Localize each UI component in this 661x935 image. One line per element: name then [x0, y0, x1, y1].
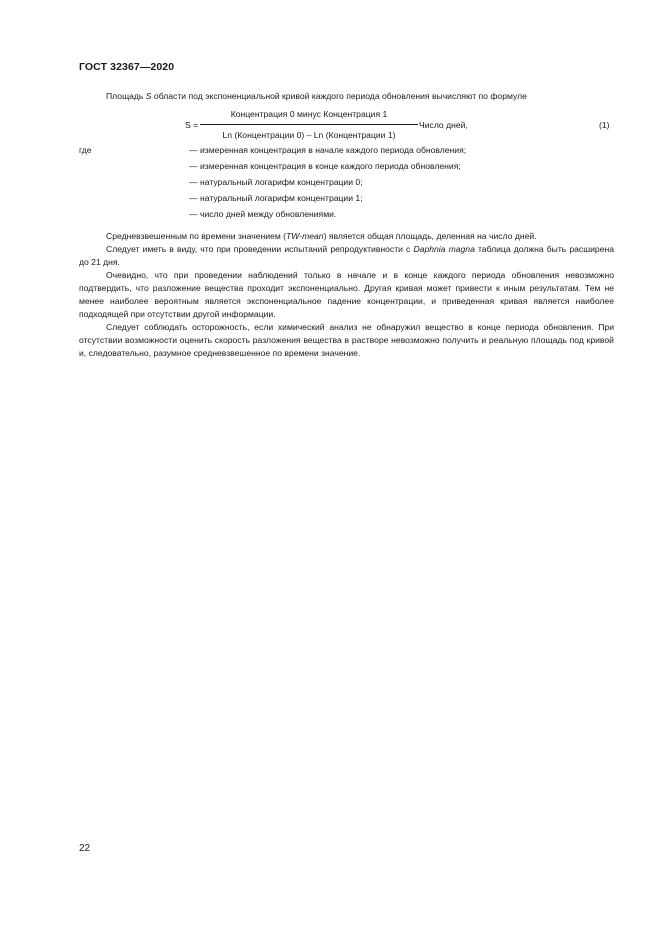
page-number: 22 — [79, 843, 91, 854]
formula-denominator: Ln (Концентрации 0) – Ln (Концентрации 1) — [222, 130, 396, 140]
definition-description: — натуральный логарифм концентрации 0; — [189, 177, 363, 187]
body-text — [79, 230, 614, 360]
intro-text-before: Площадь — [106, 91, 146, 101]
definition-description: — измеренная концентрация в конце каждого периода обновления; — [189, 161, 461, 171]
formula-numerator: Концентрация 0 минус Концентрация 1 — [230, 109, 388, 119]
where-label: где — [79, 145, 92, 155]
paragraph-text: таблица должна быть расширена до 21 дня. — [79, 244, 614, 267]
formula-multiplier: Число дней, — [419, 120, 468, 130]
document-id-header: ГОСТ 32367—2020 — [79, 61, 175, 73]
paragraph-daphnia — [79, 243, 614, 269]
paragraph-text: Средневзвешенным по времени значением ( — [106, 231, 286, 241]
species-name: Daphnia magna — [413, 244, 475, 254]
area-formula — [0, 109, 661, 145]
equation-number: (1) — [599, 120, 610, 130]
fraction-bar — [200, 124, 418, 125]
paragraph-text: ) является общая площадь, деленная на число дней. — [323, 231, 537, 241]
definition-description: — число дней между обновлениями. — [189, 209, 337, 219]
paragraph-exponential-decay: Очевидно, что при проведении наблюдений только в начале и в конце каждого периода обновления невозможно подтвердить, что разложение вещества проходит экспоненциально. Другая кривая может привести к иным результатам. Тем не менее наиболее вероятным является экспоненциальное падение концентрации, и приведенная кривая является наиболее подходящей при отсутствии другой информации. — [79, 270, 614, 319]
area-symbol: S — [145, 91, 152, 101]
paragraph-text: Следует иметь в виду, что при проведении испытаний репродуктивности с — [106, 244, 414, 254]
definition-description: — натуральный логарифм концентрации 1; — [189, 193, 363, 203]
paragraph-caution: Следует соблюдать осторожность, если химический анализ не обнаружил вещество в конце периода обновления. При отсутствии возможности оценить скорость разложения вещества в растворе невозможно получить и реальную площадь под кривой и, следовательно, разумное средневзвешенное по времени значение. — [79, 322, 614, 358]
formula-lhs: S = — [185, 120, 199, 130]
intro-text-after: области под экспоненциальной кривой каждого периода обновления вычисляют по формуле — [151, 91, 527, 101]
paragraph-tw-mean — [79, 230, 614, 243]
tw-mean-term: TW-mean — [286, 231, 324, 241]
formula-intro-text — [106, 90, 527, 103]
definition-description: — измеренная концентрация в начале каждого периода обновления; — [189, 145, 467, 155]
